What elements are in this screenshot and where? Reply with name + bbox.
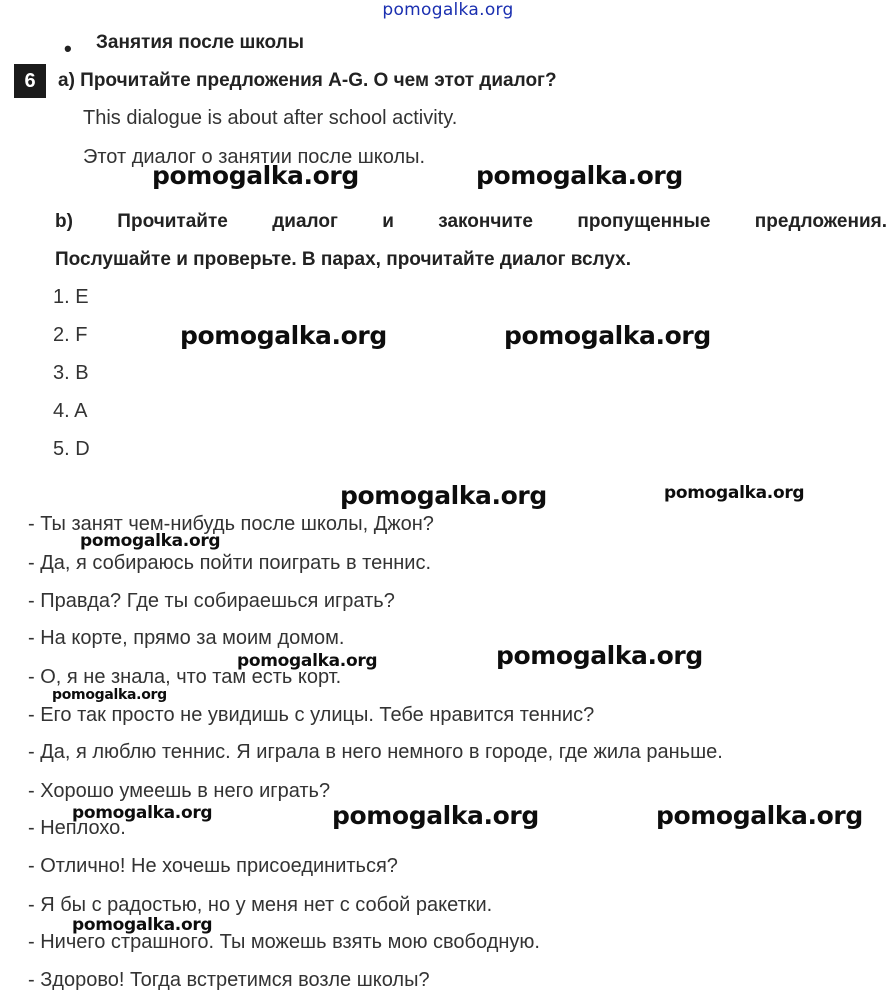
task-a-answer-en: This dialogue is about after school activity. <box>83 107 458 129</box>
watermark: pomogalka.org <box>504 321 711 350</box>
watermark: pomogalka.org <box>52 687 167 703</box>
exercise-number-badge: 6 <box>14 64 46 98</box>
task-b-prompt-line2: Послушайте и проверьте. В парах, прочитайте диалог вслух. <box>55 249 632 270</box>
watermark: pomogalka.org <box>496 641 703 670</box>
dialogue-line: - Неплохо. <box>28 817 126 839</box>
task-a-answer-ru: Этот диалог о занятии после школы. <box>83 146 426 168</box>
watermark: pomogalka.org <box>180 321 387 350</box>
dialogue-line: - О, я не знала, что там есть корт. <box>28 666 342 688</box>
answer-item: 3. B <box>53 362 89 384</box>
watermark: pomogalka.org <box>340 481 547 510</box>
watermark: pomogalka.org <box>476 161 683 190</box>
watermark: pomogalka.org <box>80 531 221 551</box>
answer-item: 4. A <box>53 400 88 422</box>
watermark: pomogalka.org <box>664 483 805 503</box>
dialogue-line: - Его так просто не увидишь с улицы. Тебе нравится теннис? <box>28 704 595 726</box>
watermark: pomogalka.org <box>237 651 378 671</box>
dialogue-line: - Здорово! Тогда встретимся возле школы? <box>28 969 430 991</box>
task-a-prompt: a) Прочитайте предложения A-G. О чем этот диалог? <box>58 70 557 91</box>
section-title: Занятия после школы <box>96 32 304 53</box>
answer-item: 2. F <box>53 324 88 346</box>
watermark: pomogalka.org <box>656 801 863 830</box>
dialogue-line: - Хорошо умеешь в него играть? <box>28 780 331 802</box>
dialogue-line: - Ничего страшного. Ты можешь взять мою свободную. <box>28 931 540 953</box>
watermark: pomogalka.org <box>72 915 213 935</box>
dialogue-line: - Ты занят чем-нибудь после школы, Джон? <box>28 513 434 535</box>
answer-item: 5. D <box>53 438 90 460</box>
dialogue-line: - Я бы с радостью, но у меня нет с собой ракетки. <box>28 894 493 916</box>
watermark: pomogalka.org <box>332 801 539 830</box>
dialogue-line: - Отлично! Не хочешь присоединиться? <box>28 855 398 877</box>
bullet-icon: • <box>64 36 72 61</box>
dialogue-line: - Да, я собираюсь пойти поиграть в теннис. <box>28 552 432 574</box>
dialogue-line: - Да, я люблю теннис. Я играла в него немного в городе, где жила раньше. <box>28 741 723 763</box>
dialogue-line: - Правда? Где ты собираешься играть? <box>28 590 395 612</box>
watermark: pomogalka.org <box>72 803 213 823</box>
task-b-prompt-line1: b) Прочитайте диалог и закончите пропущенные предложения. <box>55 211 887 232</box>
answer-item: 1. E <box>53 286 89 308</box>
dialogue-line: - На корте, прямо за моим домом. <box>28 627 345 649</box>
site-watermark-top: pomogalka.org <box>382 0 514 20</box>
watermark: pomogalka.org <box>152 161 359 190</box>
